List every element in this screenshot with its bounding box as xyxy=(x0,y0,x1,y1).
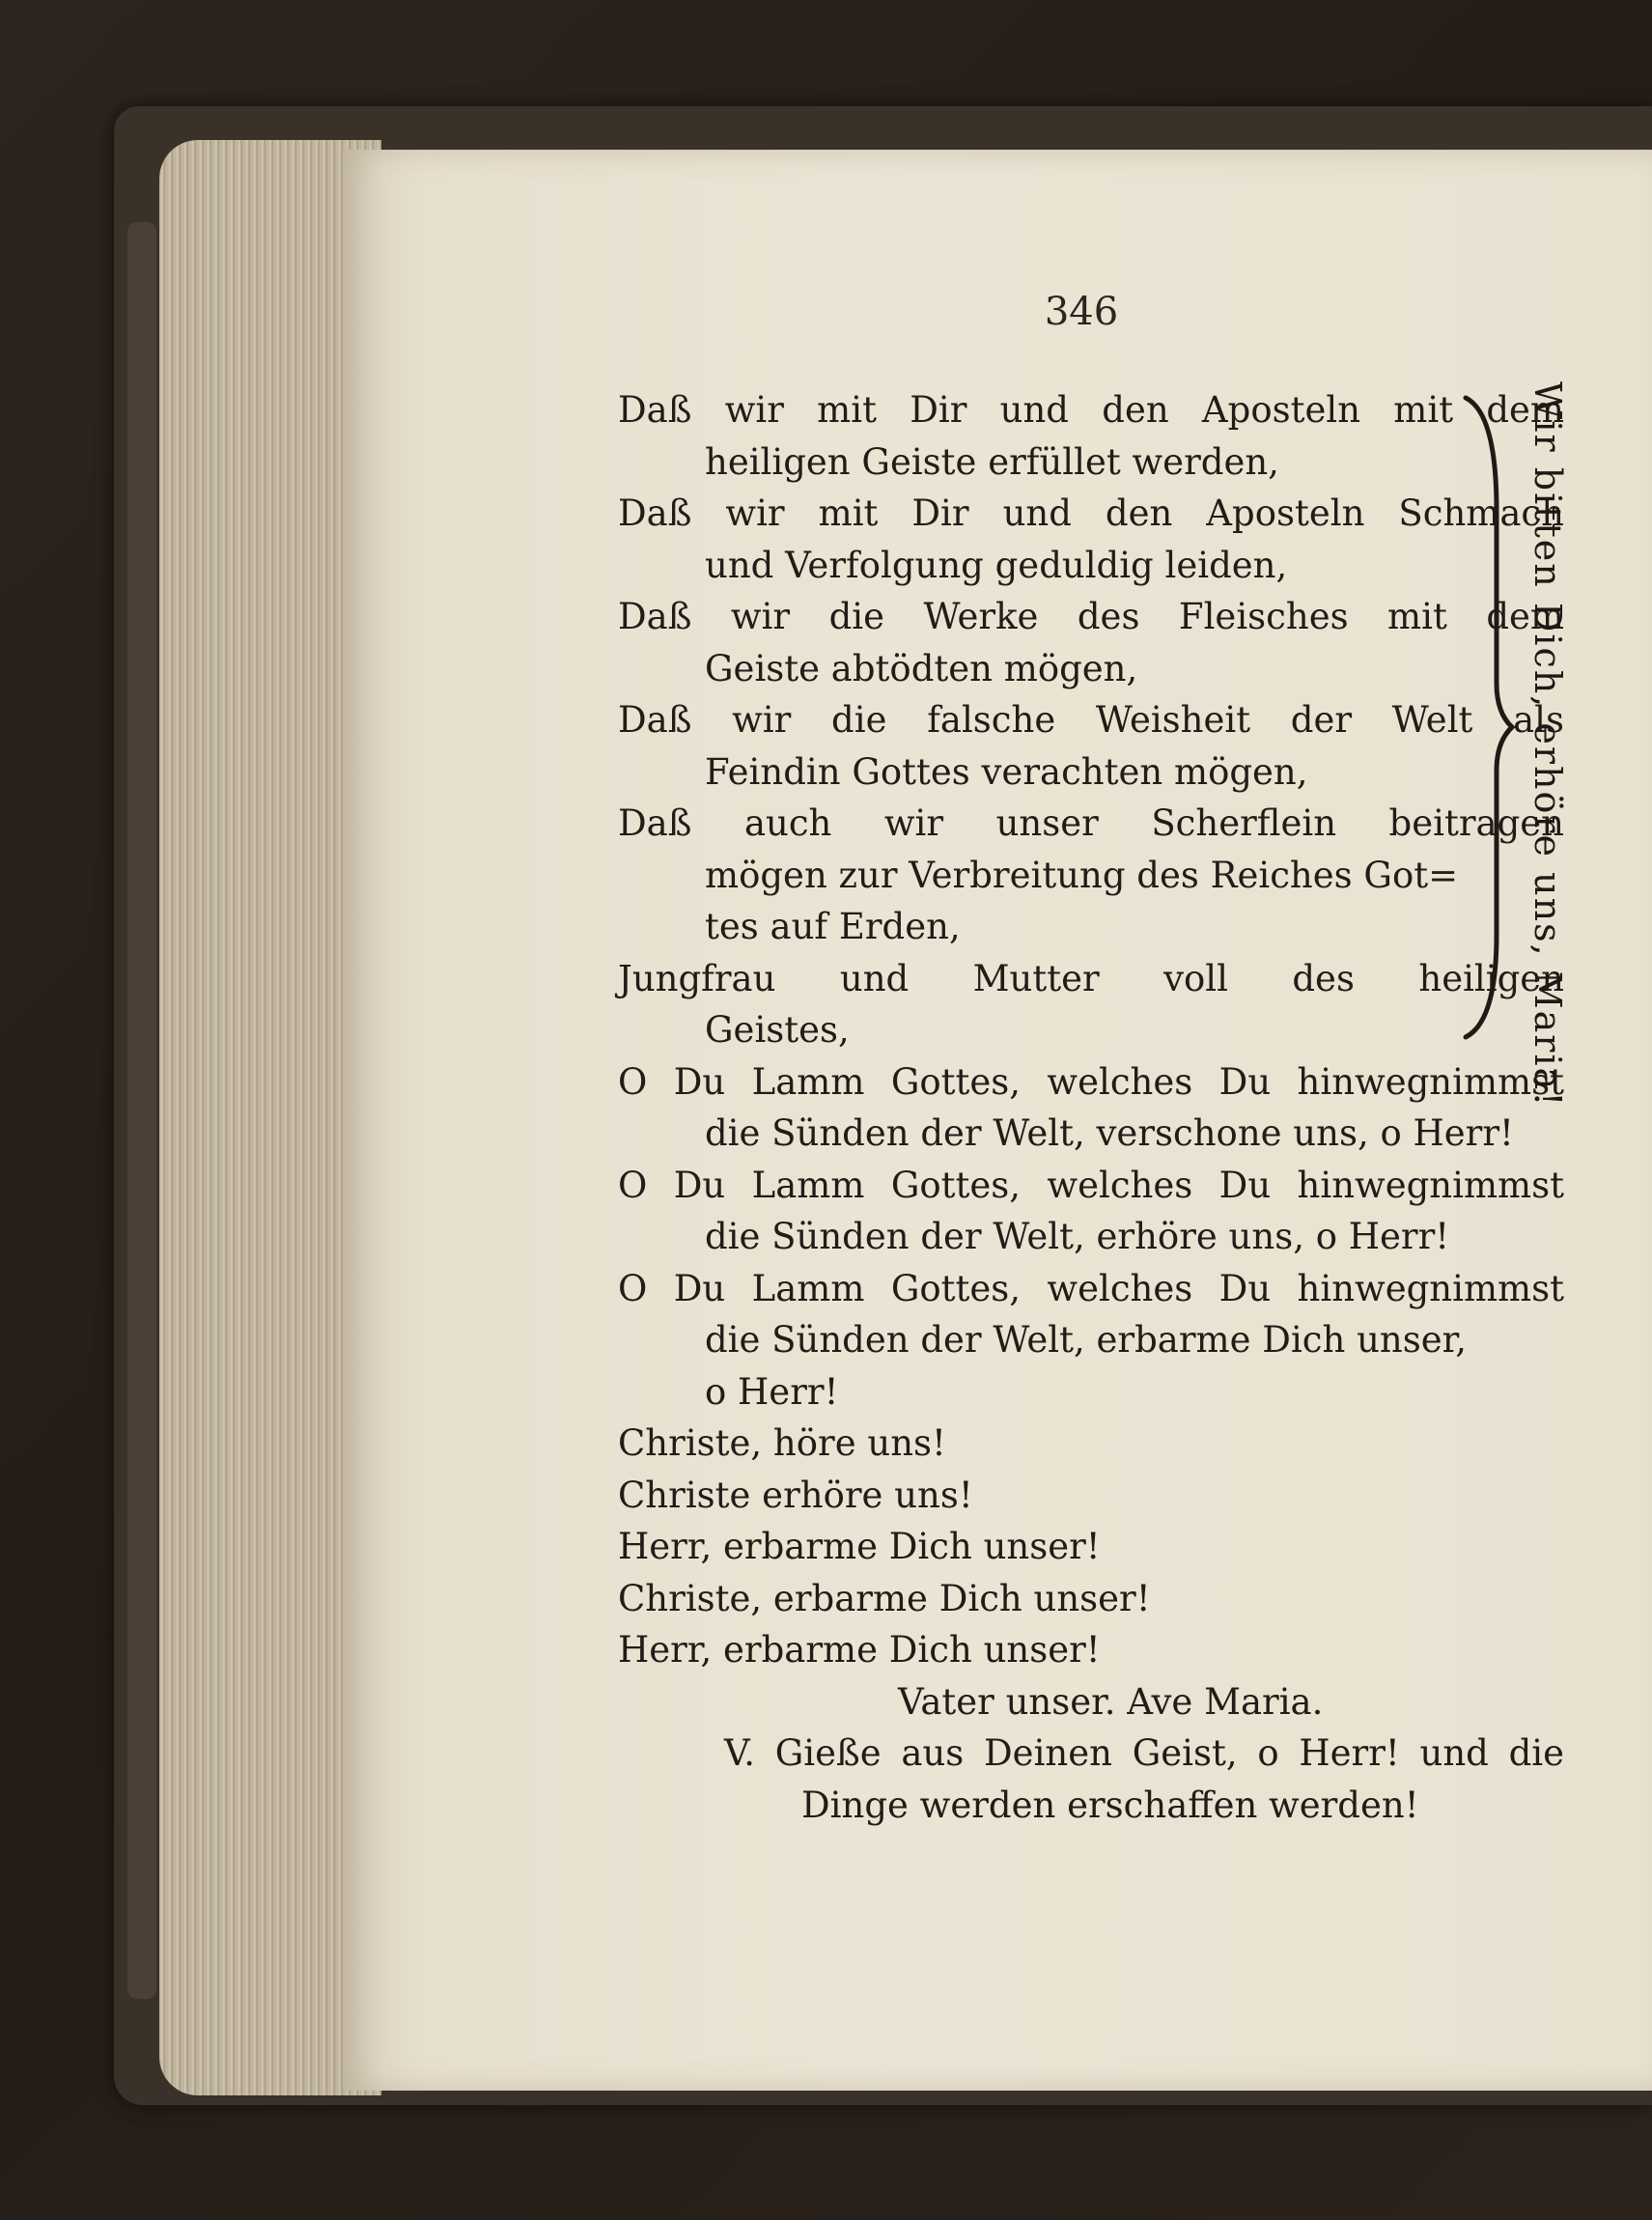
text-line: und Verfolgung geduldig leiden, xyxy=(705,544,1288,586)
text-line: Christe, erbarme Dich unser! xyxy=(618,1577,1151,1619)
text-line xyxy=(618,1728,1564,1780)
text-line-verse: V. Gieße aus Deinen Geist, o Herr! und die xyxy=(724,1732,1564,1774)
litany-text xyxy=(618,384,1564,1831)
text-line: Daß auch wir unser Scherflein beitragen xyxy=(618,802,1564,844)
text-line: tes auf Erden, xyxy=(705,906,961,947)
text-line: Christe erhöre uns! xyxy=(618,1474,973,1516)
text-line: die Sünden der Welt, erhöre uns, o Herr! xyxy=(705,1216,1450,1257)
page-number: 346 xyxy=(1044,290,1119,334)
text-line: Daß wir die Werke des Fleisches mit dem xyxy=(618,596,1564,637)
text-line: mögen zur Verbreitung des Reiches Got= xyxy=(705,854,1459,896)
book-cover-edge xyxy=(127,222,156,1999)
text-line: Feindin Gottes verachten mögen, xyxy=(705,750,1308,793)
text-line: Jungfrau und Mutter voll des heiligen xyxy=(618,957,1564,999)
text-line: die Sünden der Welt, erbarme Dich unser, xyxy=(705,1319,1468,1361)
text-line: die Sünden der Welt, verschone uns, o Herr! xyxy=(705,1112,1514,1154)
text-line: Dinge werden erschaffen werden! xyxy=(801,1784,1419,1826)
text-line: Geistes, xyxy=(705,1009,850,1051)
text-line: Daß wir mit Dir und den Aposteln mit dem xyxy=(618,389,1564,431)
text-line: O Du Lamm Gottes, welches Du hinwegnimmst xyxy=(618,1164,1564,1206)
text-line: Herr, erbarme Dich unser! xyxy=(618,1526,1101,1567)
text-line: Daß wir die falsche Weisheit der Welt als xyxy=(618,699,1564,741)
text-line: Daß wir mit Dir und den Aposteln Schmach xyxy=(618,492,1564,534)
brace-bracket xyxy=(1458,394,1516,1041)
text-line: Christe, höre uns! xyxy=(618,1422,946,1464)
text-line: heiligen Geiste erfüllet werden, xyxy=(705,440,1279,483)
side-label-text: Wir bitten Dich, erhöre uns, Maria! xyxy=(1526,381,1569,1109)
text-line: O Du Lamm Gottes, welches Du hinwegnimmst xyxy=(618,1060,1564,1103)
text-line: Vater unser. Ave Maria. xyxy=(898,1680,1324,1723)
side-label xyxy=(1521,381,1579,1109)
text-line: Geiste abtödten mögen, xyxy=(705,647,1138,689)
text-line: O Du Lamm Gottes, welches Du hinwegnimmst xyxy=(618,1267,1564,1309)
text-line: Herr, erbarme Dich unser! xyxy=(618,1629,1101,1671)
text-line: o Herr! xyxy=(705,1370,839,1413)
